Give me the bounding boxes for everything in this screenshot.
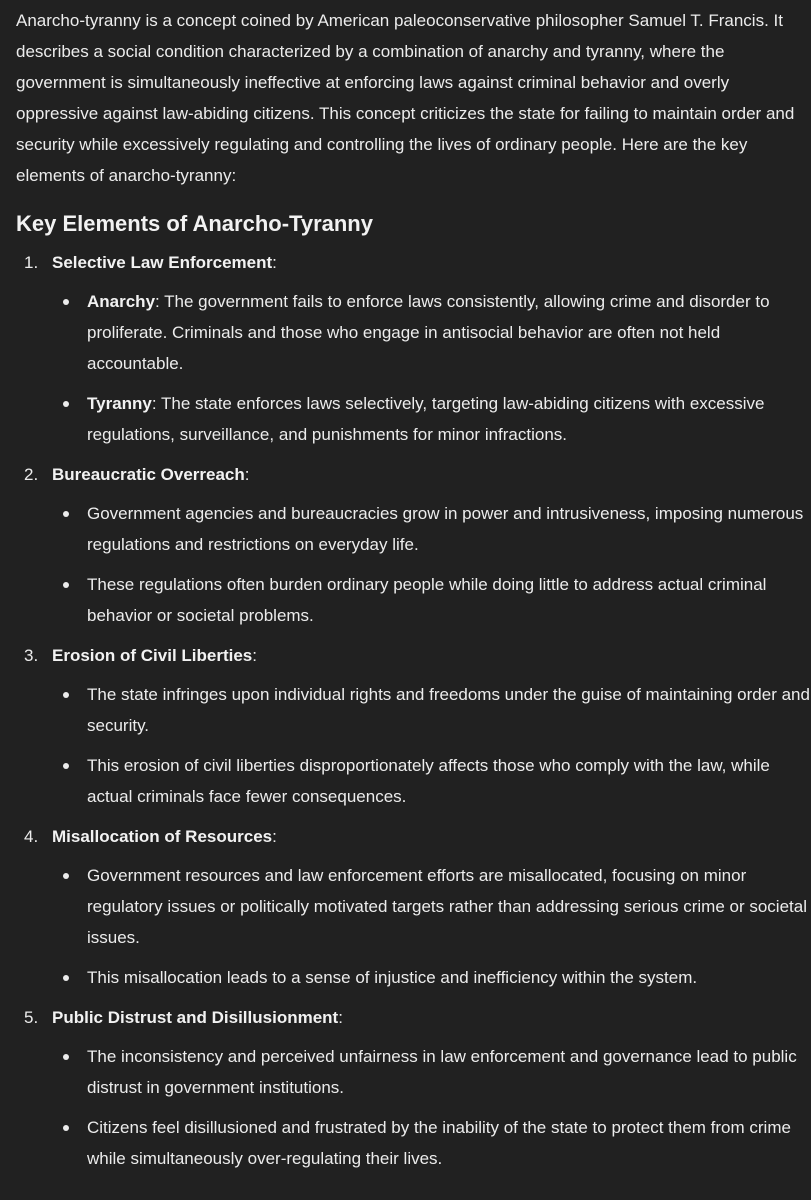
bullet-dot-icon: [63, 873, 69, 879]
bullet-dot-icon: [63, 582, 69, 588]
element-title: Misallocation of Resources: [52, 827, 273, 846]
element-number: 3.: [24, 646, 39, 665]
bullet-item: [16, 1041, 811, 1103]
element-number: 2.: [24, 465, 39, 484]
bullet-dot-icon: [63, 692, 69, 698]
bullet-text: : The state enforces laws selectively, targeting law-abiding citizens with excessive regulations, surveillance, and punishments for minor infractions.: [87, 394, 765, 444]
bullet-text: Government resources and law enforcement efforts are misallocated, focusing on minor regulatory issues or politically motivated targets rather than addressing serious crime or societal issues.: [87, 866, 807, 947]
element-title: Selective Law Enforcement: [52, 253, 273, 272]
bullet-item: [16, 286, 811, 379]
bullet-text: The state infringes upon individual rights and freedoms under the guise of maintaining order and security.: [87, 685, 810, 735]
element-title: Bureaucratic Overreach: [52, 465, 245, 484]
bullet-term: Tyranny: [87, 394, 152, 413]
bullet-item: [16, 388, 811, 450]
element-bullets: [16, 679, 811, 812]
bullet-item: [16, 498, 811, 560]
bullet-text: : The government fails to enforce laws consistently, allowing crime and disorder to proliferate. Criminals and those who engage in antisocial behavior are often not held accountable.: [87, 292, 770, 373]
bullet-item: [16, 860, 811, 953]
element-item: 3. Erosion of Civil Liberties: The state infringes upon individual rights and freedoms under the guise of maintaining order and security. This erosion of civil liberties disproportionately affects those who comply with the law, while actual criminals face fewer consequences.: [16, 640, 811, 812]
bullet-dot-icon: [63, 763, 69, 769]
element-bullets: [16, 498, 811, 631]
bullet-text: The inconsistency and perceived unfairness in law enforcement and governance lead to public distrust in government institutions.: [87, 1047, 797, 1097]
bullet-item: [16, 569, 811, 631]
bullet-text: These regulations often burden ordinary people while doing little to address actual criminal behavior or societal problems.: [87, 575, 767, 625]
bullet-text: Government agencies and bureaucracies grow in power and intrusiveness, imposing numerous regulations and restrictions on everyday life.: [87, 504, 804, 554]
element-number: 5.: [24, 1008, 39, 1027]
bullet-text: This erosion of civil liberties disproportionately affects those who comply with the law, while actual criminals face fewer consequences.: [87, 756, 770, 806]
bullet-dot-icon: [63, 1125, 69, 1131]
element-title: Erosion of Civil Liberties: [52, 646, 253, 665]
element-item: 4. Misallocation of Resources: Government resources and law enforcement efforts are misallocated, focusing on minor regulatory issues or politically motivated targets rather than addressing serious crime or societal issues. This misallocation leads to a sense of injustice and inefficiency within the system.: [16, 821, 811, 993]
element-number: 4.: [24, 827, 39, 846]
element-item: 5. Public Distrust and Disillusionment: The inconsistency and perceived unfairness in law enforcement and governance lead to public distrust in government institutions. Citizens feel disillusioned and frustrated by the inability of the state to protect them from crime while simultaneously over-regulating their lives.: [16, 1002, 811, 1174]
bullet-dot-icon: [63, 299, 69, 305]
element-title: Public Distrust and Disillusionment: [52, 1008, 339, 1027]
bullet-text: This misallocation leads to a sense of injustice and inefficiency within the system.: [87, 968, 698, 987]
bullet-item: [16, 679, 811, 741]
bullet-dot-icon: [63, 511, 69, 517]
element-bullets: [16, 1041, 811, 1174]
element-number: 1.: [24, 253, 39, 272]
bullet-dot-icon: [63, 975, 69, 981]
bullet-term: Anarchy: [87, 292, 156, 311]
element-item: 2. Bureaucratic Overreach: Government agencies and bureaucracies grow in power and intrusiveness, imposing numerous regulations and restrictions on everyday life. These regulations often burden ordinary people while doing little to address actual criminal behavior or societal problems.: [16, 459, 811, 631]
element-bullets: [16, 860, 811, 993]
bullet-item: [16, 1112, 811, 1174]
element-item: 1. Selective Law Enforcement: Anarchy: The government fails to enforce laws consistently, allowing crime and disorder to proliferate. Criminals and those who engage in antisocial behavior are often not held accountable. Tyranny: The state enforces laws selectively, targeting law-abiding citizens with excessive regulations, surveillance, and punishments for minor infractions.: [16, 247, 811, 450]
key-elements-list: [16, 247, 811, 1174]
element-bullets: [16, 286, 811, 450]
bullet-text: Citizens feel disillusioned and frustrated by the inability of the state to protect them from crime while simultaneously over-regulating their lives.: [87, 1118, 791, 1168]
section-heading: Key Elements of Anarcho-Tyranny: [16, 211, 373, 236]
bullet-item: [16, 750, 811, 812]
bullet-dot-icon: [63, 401, 69, 407]
bullet-item: [16, 962, 811, 993]
bullet-dot-icon: [63, 1054, 69, 1060]
intro-paragraph: Anarcho-tyranny is a concept coined by American paleoconservative philosopher Samuel T. Francis. It describes a social condition characterized by a combination of anarchy and tyranny, where the government is simultaneously ineffective at enforcing laws against criminal behavior and overly oppressive against law-abiding citizens. This concept criticizes the state for failing to maintain order and security while excessively regulating and controlling the lives of ordinary people. Here are the key elements of anarcho-tyranny:: [16, 11, 795, 185]
